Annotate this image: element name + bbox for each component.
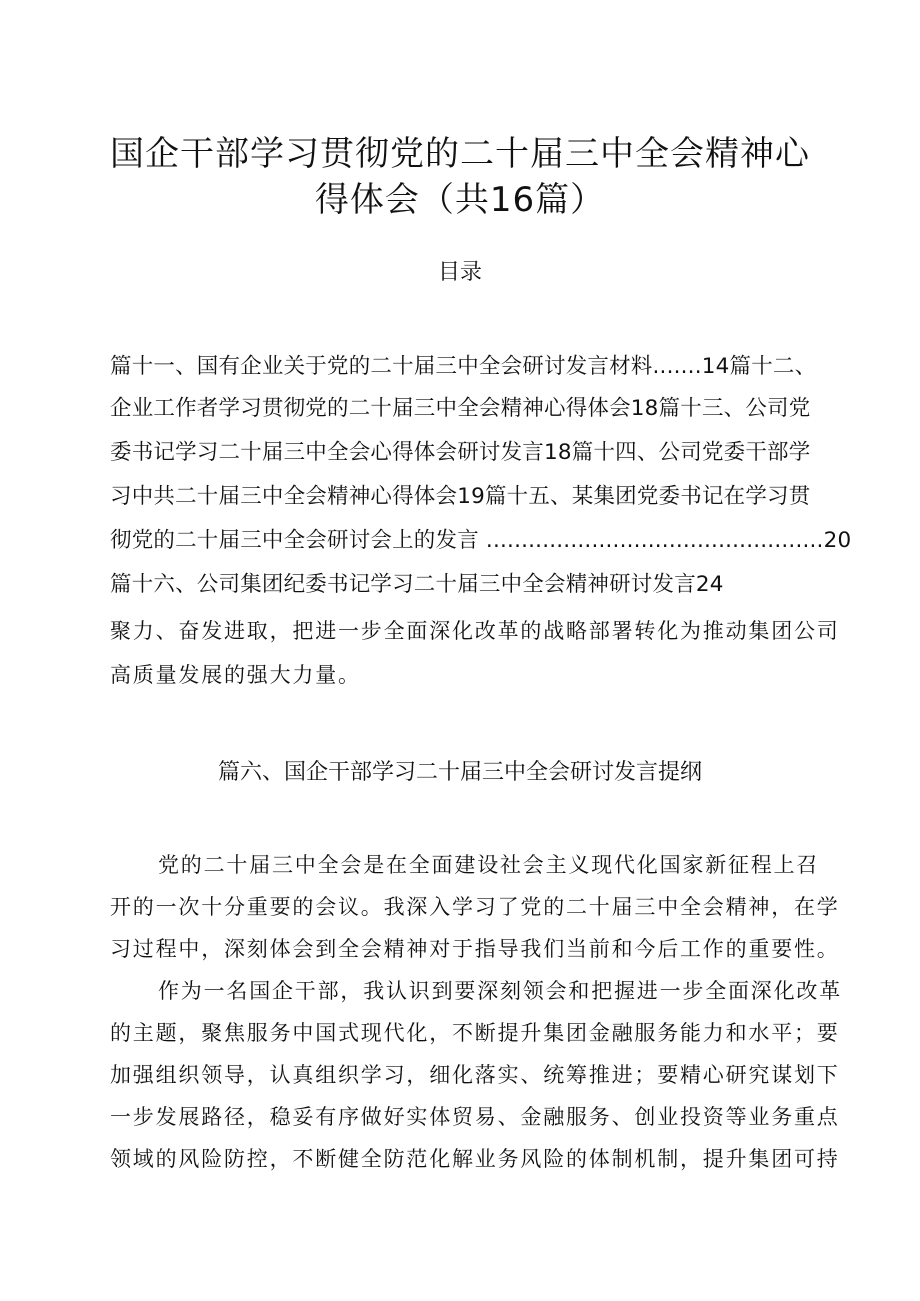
body-text-line: 聚力、奋发进取，把进一步全面深化改革的战略部署转化为推动集团公司: [110, 619, 840, 643]
paragraph-line: 领域的风险防控，不断健全防范化解业务风险的体制机制，提升集团可持: [110, 1147, 840, 1171]
paragraph-line: 党的二十届三中全会是在全面建设社会主义现代化国家新征程上召: [158, 853, 820, 877]
section-heading: 篇六、国企干部学习二十届三中全会研讨发言提纲: [217, 760, 702, 785]
toc-entry-line[interactable]: 习中共二十届三中全会精神心得体会19篇十五、某集团党委书记在学习贯: [110, 484, 811, 509]
toc-entry-line[interactable]: 篇十六、公司集团纪委书记学习二十届三中全会精神研讨发言24: [110, 572, 724, 597]
toc-entry-line[interactable]: 企业工作者学习贯彻党的二十届三中全会精神心得体会18篇十三、公司党: [110, 396, 811, 421]
paragraph-line: 作为一名国企干部，我认识到要深刻领会和把握进一步全面深化改革: [158, 979, 842, 1003]
document-title-line-1: 国企干部学习贯彻党的二十届三中全会精神心: [110, 134, 810, 174]
paragraph-line: 习过程中，深刻体会到全会精神对于指导我们当前和今后工作的重要性。: [110, 937, 840, 961]
paragraph-line: 的主题，聚焦服务中国式现代化，不断提升集团金融服务能力和水平；要: [110, 1021, 840, 1045]
toc-entry-line[interactable]: 篇十一、国有企业关于党的二十届三中全会研讨发言材料.......14篇十二、: [110, 354, 817, 379]
toc-heading: 目录: [437, 260, 482, 285]
paragraph-line: 加强组织领导，认真组织学习，细化落实、统筹推进；要精心研究谋划下: [110, 1063, 840, 1087]
paragraph-line: 开的一次十分重要的会议。我深入学习了党的二十届三中全会精神，在学: [110, 895, 840, 919]
paragraph-line: 一步发展路径，稳妥有序做好实体贸易、金融服务、创业投资等业务重点: [110, 1105, 840, 1129]
toc-entry-line[interactable]: 委书记学习二十届三中全会心得体会研讨发言18篇十四、公司党委干部学: [110, 440, 811, 465]
body-text-line: 高质量发展的强大力量。: [110, 663, 361, 687]
toc-entry-line[interactable]: 彻党的二十届三中全会研讨会上的发言 ................................................20: [110, 528, 852, 553]
document-title-line-2: 得体会（共16篇）: [314, 180, 606, 220]
